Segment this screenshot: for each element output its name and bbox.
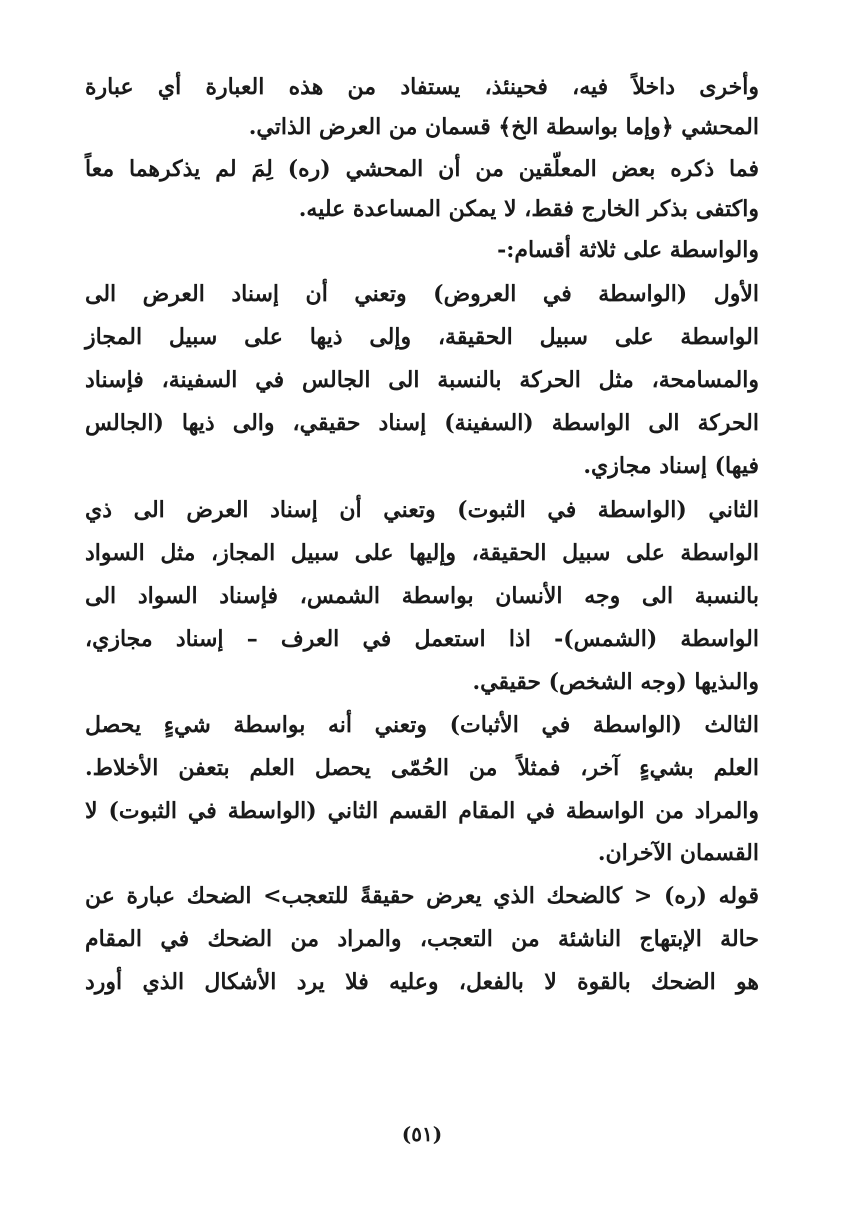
text-line-hanging: قوله (ره) < كالضحك الذي يعرض حقيقةً للتعجب> الضحك عبارة عن <box>85 883 759 909</box>
text-line: الحركة الى الواسطة (السفينة) إسناد حقيقي، والى ذيها (الجالس <box>85 410 759 436</box>
text-line: الثالث (الواسطة في الأثبات) وتعني أنه بواسطة شيءٍ يحصل <box>85 712 759 738</box>
text-line: الواسطة على سبيل الحقيقة، وإليها على سبيل المجاز، مثل السواد <box>85 540 759 566</box>
text-line: الأول (الواسطة في العروض) وتعني أن إسناد العرض الى <box>85 281 759 307</box>
text-line: فيها) إسناد مجازي. <box>583 453 759 479</box>
text-line: هو الضحك بالقوة لا بالفعل، وعليه فلا يرد الأشكال الذي أورد <box>85 969 759 995</box>
text-line: حالة الإبتهاج الناشئة من التعجب، والمراد من الضحك في المقام <box>85 926 759 952</box>
page-number: (٥١) <box>401 1122 443 1146</box>
text-line: المحشي ﴿وإما بواسطة الخ﴾ قسمان من العرض الذاتي. <box>248 114 759 140</box>
text-line: واكتفى بذكر الخارج فقط، لا يمكن المساعدة عليه. <box>298 196 759 222</box>
text-line: الواسطة على سبيل الحقيقة، وإلى ذيها على سبيل المجاز <box>85 324 759 350</box>
text-line: العلم بشيءٍ آخر، فمثلاً من الحُمّى يحصل العلم بتعفن الأخلاط. <box>85 755 759 781</box>
text-line: والمسامحة، مثل الحركة بالنسبة الى الجالس في السفينة، فإسناد <box>85 367 759 393</box>
text-line: بالنسبة الى وجه الأنسان بواسطة الشمس، فإسناد السواد الى <box>85 583 759 609</box>
text-line: والىذيها (وجه الشخص) حقيقي. <box>472 669 759 695</box>
text-line: القسمان الآخران. <box>597 840 759 866</box>
text-line: وأخرى داخلاً فيه، فحينئذ، يستفاد من هذه العبارة أي عبارة <box>85 74 759 100</box>
text-line: الواسطة (الشمس)- اذا استعمل في العرف – إسناد مجازي، <box>85 626 759 652</box>
text-line: والواسطة على ثلاثة أقسام:- <box>497 237 759 263</box>
text-line: فما ذكره بعض المعلّقين من أن المحشي (ره) لِمَ لم يذكرهما معاً <box>85 156 759 182</box>
text-line: والمراد من الواسطة في المقام القسم الثاني (الواسطة في الثبوت) لا <box>85 798 759 824</box>
text-line: الثاني (الواسطة في الثبوت) وتعني أن إسناد العرض الى ذي <box>85 497 759 523</box>
